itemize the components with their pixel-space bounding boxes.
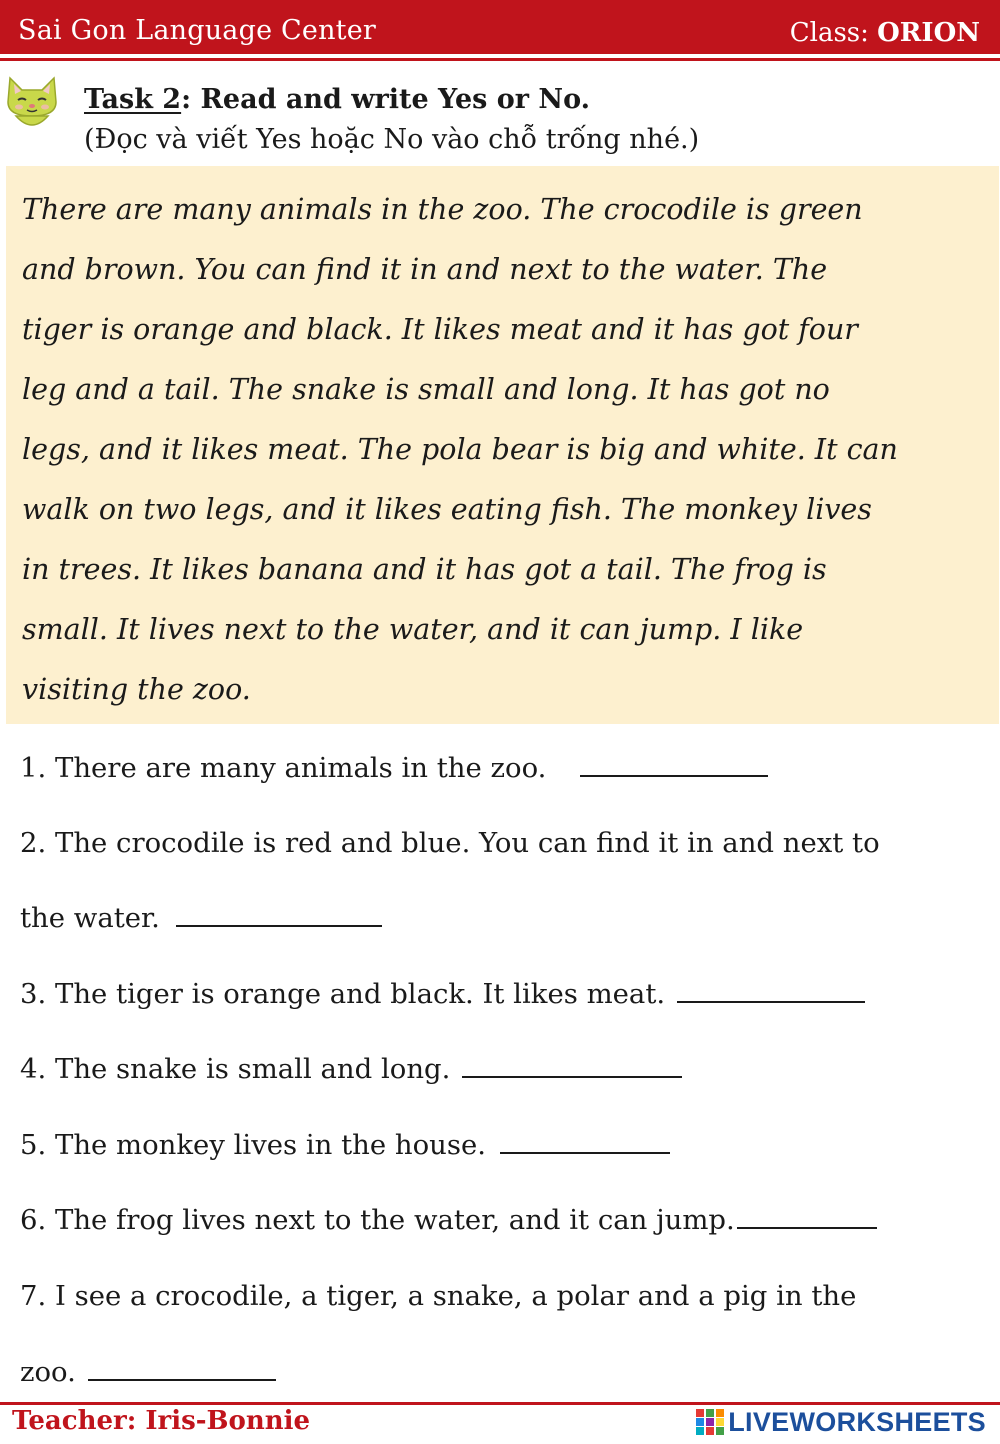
- answer-blank-3[interactable]: [677, 1001, 865, 1003]
- question-text: the water.: [20, 902, 160, 934]
- header-divider: [0, 58, 1000, 61]
- question-7: [20, 1280, 856, 1312]
- task-instruction: : Read and write Yes or No.: [181, 84, 590, 115]
- question-text: 7. I see a crocodile, a tiger, a snake, a polar and a pig in the: [20, 1280, 857, 1312]
- question-1: [20, 752, 768, 784]
- task-subtitle: (Đọc và viết Yes hoặc No vào chỗ trống nhé.): [84, 124, 700, 155]
- reading-passage: There are many animals in the zoo. The crocodile is green and brown. You can find it in and next to the water. The tiger is orange and black. It likes meat and it has got four leg and a tail. The snake is small and long. It has got no legs, and it likes meat. The pola bear is big and white. It can walk on two legs, and it likes eating fish. The monkey lives in trees. It likes banana and it has got a tail. The frog is small. It lives next to the water, and it can jump. I like visiting the zoo.: [22, 193, 898, 706]
- question-2-continuation: [20, 902, 382, 934]
- center-name: Sai Gon Language Center: [18, 15, 376, 46]
- question-text: 4. The snake is small and long.: [20, 1053, 451, 1085]
- question-text: 6. The frog lives next to the water, and it can jump.: [20, 1204, 735, 1236]
- class-value: ORION: [877, 18, 980, 48]
- question-text: 1. There are many animals in the zoo.: [20, 752, 547, 784]
- answer-blank-6[interactable]: [737, 1227, 877, 1229]
- question-6: [20, 1204, 877, 1236]
- footer-divider: [0, 1402, 1000, 1405]
- task-heading: [84, 84, 590, 115]
- liveworksheets-logo-icon: [696, 1409, 724, 1435]
- question-5: [20, 1129, 670, 1161]
- question-3: [20, 978, 865, 1010]
- question-4: [20, 1053, 682, 1085]
- teacher-name: Teacher: Iris-Bonnie: [12, 1406, 311, 1436]
- brand-name: LIVEWORKSHEETS: [728, 1406, 986, 1437]
- question-2: [20, 827, 880, 859]
- question-text: 2. The crocodile is red and blue. You can find it in and next to: [20, 827, 880, 859]
- question-text: 5. The monkey lives in the house.: [20, 1129, 486, 1161]
- answer-blank-7[interactable]: [88, 1379, 276, 1381]
- answer-blank-1[interactable]: [580, 775, 768, 777]
- answer-blank-2[interactable]: [176, 925, 382, 927]
- answer-blank-4[interactable]: [462, 1076, 682, 1078]
- question-text: 3. The tiger is orange and black. It likes meat.: [20, 978, 666, 1010]
- class-info: [790, 18, 980, 48]
- task-number: Task 2: [84, 84, 182, 115]
- class-label: Class:: [789, 18, 878, 48]
- cat-mascot-icon: [2, 72, 62, 134]
- brand[interactable]: [696, 1406, 986, 1438]
- question-text: zoo.: [20, 1356, 76, 1388]
- answer-blank-5[interactable]: [500, 1152, 670, 1154]
- question-7-continuation: [20, 1356, 276, 1388]
